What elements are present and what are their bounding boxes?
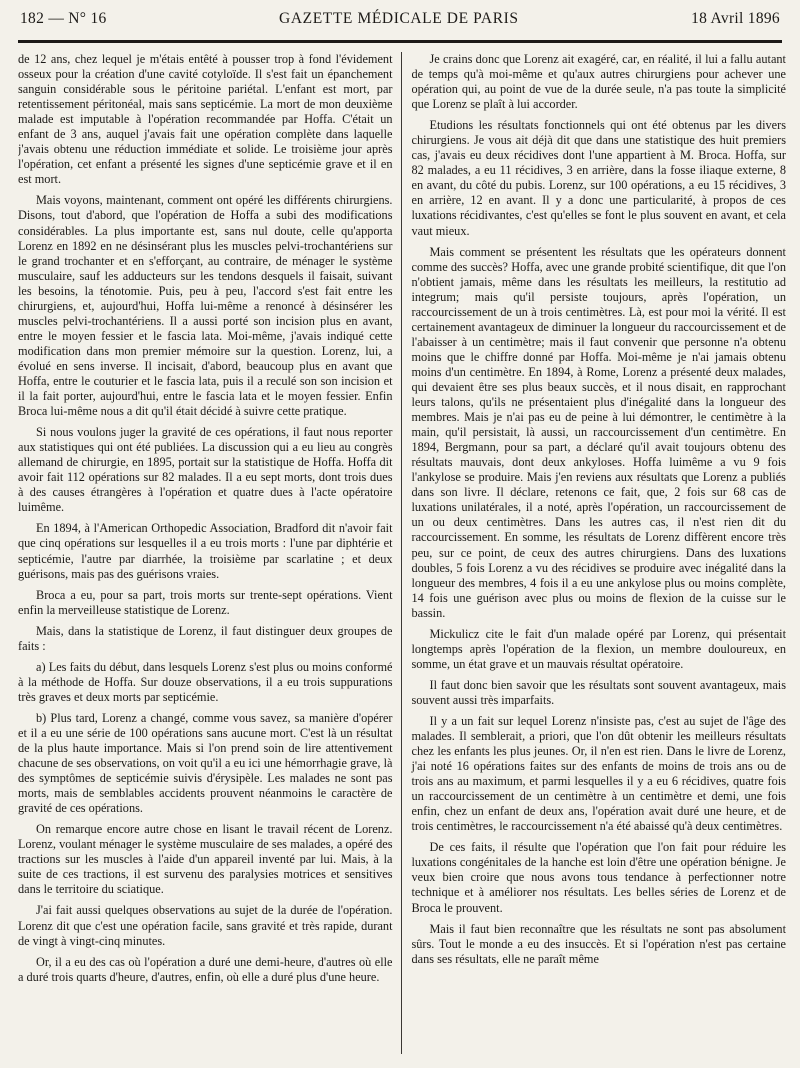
paragraph: a) Les faits du début, dans lesquels Lorenz s'est plus ou moins conformé à la méthode de Hoffa. Sur douze observations, il a eu trois suppurations très graves et deux morts par septicémie. — [18, 659, 393, 704]
paragraph: b) Plus tard, Lorenz a changé, comme vous savez, sa manière d'opérer et il a eu une série de 100 opérations sans aucune mort. C'est là un résultat de la plus haute importance. Mais si l'on prend soin de lire attentivement chacune de ses observations, on voit qu'il a eu ici une hémorrhagie grave, là des symptômes de septicémie suivis d'érysipèle. Les malades ne sont pas morts, mais de semblables accidents prouvent néanmoins le caractère de gravité de ces opérations. — [18, 710, 393, 816]
paragraph: de 12 ans, chez lequel je m'étais entêté à pousser trop à fond l'évidement osseux pour la création d'une cavité cotyloïde. Il s'est fait un épanchement sanguin considérable sous le péritoine pariétal. L'enfant est mort, par retentissement péritonéal, mais sans septicémie. La mort de mon deuxième malade est imputable à l'opération recommandée par Hoffa. C'était un enfant de 3 ans, auquel j'avais fait une opération complète dans laquelle j'avais obtenu une réduction immédiate et solide. Le troisième jour après l'opération, cet enfant a présenté les signes d'une septicémie grave et il en est mort. — [18, 52, 393, 187]
issue-date: 18 Avril 1896 — [691, 10, 780, 27]
paragraph: De ces faits, il résulte que l'opération que l'on fait pour réduire les luxations congénitales de la hanche est loin d'être une opération bénigne. Je veux bien croire que nous avons tous tendance à perfectionner notre technique et à améliorer nos résultats. Les belles séries de Lorenz et de Broca le prouvent. — [411, 840, 786, 915]
paragraph: Mais comment se présentent les résultats que les opérateurs donnent comme des succès? Hoffa, avec une grande probité scientifique, dit que l'on n'obtient jamais, même dans les résultats les meilleurs, la restitutio ad integrum; mais qu'il persiste toujours, après l'opération, un raccourcissement de un à trois centimètres. Là, est pour moi la vérité. Il est certainement avantageux de diminuer la longueur du raccourcissement et de l'abaisser à un centimètre; mais il faut convenir que personne n'a obtenu moins que le chiffre donné par Hoffa. Moi-même je n'ai jamais obtenu moins d'un centimètre. En 1894, à Rome, Lorenz a présenté deux malades, qui devaient être ses plus beaux succès, et il nous disait, en rapprochant leurs talons, qu'ils ne présentaient plus d'inégalité dans la longueur des membres. Mais je n'ai pas eu de peine à lui démontrer, le centimètre à la main, qu'il persistait, là aussi, un raccourcissement d'un centimètre. En 1894, Bergmann, pour sa part, a déclaré qu'il avait toujours obtenu des résultats mauvais, dont deux ankyloses. Hoffa luimême a vu 9 fois l'ankylose se produire. Mais j'en reviens aux résultats que Lorenz a publiés dans son livre. Il déclare, retenons ce fait, que, 2 fois sur 68 cas de luxations unilatérales, il a noté, après l'opération, un raccourcissement de un ou deux centimètres. Dans les autres cas, il n'est rien dit du raccourcissement. En somme, les résultats de Lorenz diffèrent encore très peu, sur ce point, de ceux des autres chirurgiens. Dans des luxations doubles, 5 fois Lorenz a vu des récidives se produire avec inégalité dans la longueur des membres, 4 fois il a eu une ankylose plus ou moins complète, 14 fois une guérison avec plus ou moins de flexion de la cuisse sur le bassin. — [411, 244, 786, 620]
paragraph: On remarque encore autre chose en lisant le travail récent de Lorenz. Lorenz, voulant ménager le système musculaire de ses malades, a opéré des tractions sur les muscles à l'aide d'un appareil inventé par lui. Mais, à la suite de ces tractions, il est survenu des paralysies motrices et sensitives dans le territoire du sciatique. — [18, 822, 393, 897]
left-column — [18, 52, 401, 1054]
paragraph: Mais voyons, maintenant, comment ont opéré les différents chirurgiens. Disons, tout d'abord, que l'opération de Hoffa a subi des modifications considérables. La plus importante est, sans nul doute, celle qu'apporta Lorenz en 1892 en ne désinsérant plus les muscles pelvi-trochantériens sur le grand trochanter et en s'efforçant, au contraire, de ménager le système musculaire, sauf les adducteurs sur les tendons desquels il faisait, suivant les besoins, la ténotomie. Puis, peu à peu, l'accord s'est fait entre les chirurgiens, et, aujourd'hui, Hoffa lui-même a renoncé à désinsérer les muscles pelvi-trochantériens. Il a aussi porté son incision plus en avant, entre le moyen fessier et le fascia lata. Moi-même, j'avais indiqué cette modification dans mon premier mémoire sur la question. Lorenz, lui, a évolué en sens inverse. Il incisait, d'abord, beaucoup plus en avant que Hoffa, entre le couturier et le fascia lata, puis il a reculé son son incision et il la fait porter, aujourd'hui, entre le fascia lata et le moyen fessier. Enfin Broca lui-même nous a dit qu'il était décidé à suivre cette pratique. — [18, 193, 393, 419]
header-rule — [18, 40, 782, 43]
paragraph: Il y a un fait sur lequel Lorenz n'insiste pas, c'est au sujet de l'âge des malades. Il semblerait, a priori, que l'on dût obtenir les meilleurs résultats chez les enfants les plus jeunes. Or, il n'en est rien. Dans le livre de Lorenz, j'ai noté 16 opérations faites sur des enfants de moins de trois ans ou de trois ans au maximum, et parmi lesquelles il y a eu 6 récidives, quatre fois un raccourcissement de un centimètre à un centimètre et demi, une fois enfin, chez un enfant de deux ans, l'opération avait duré une heure, et de trois centimètres, le raccourcissement n'a été abaissé qu'à deux centimètres. — [411, 713, 786, 834]
page-header — [20, 10, 780, 36]
journal-title: GAZETTE MÉDICALE DE PARIS — [279, 10, 519, 27]
paragraph: Broca a eu, pour sa part, trois morts sur trente-sept opérations. Vient enfin la merveilleuse statistique de Lorenz. — [18, 587, 393, 617]
paragraph: En 1894, à l'American Orthopedic Association, Bradford dit n'avoir fait que cinq opérations sur lesquelles il a eu trois morts : l'une par diphtérie et septicémie, l'autre par diarrhée, la troisième par scarlatine ; et deux guérisons, mais pas des guérisons vraies. — [18, 521, 393, 581]
paragraph: J'ai fait aussi quelques observations au sujet de la durée de l'opération. Lorenz dit que c'est une opération facile, sans gravité et très rapide, durant de vingt à vingt-cinq minutes. — [18, 903, 393, 948]
article-body — [18, 52, 786, 1054]
paragraph: Mais, dans la statistique de Lorenz, il faut distinguer deux groupes de faits : — [18, 623, 393, 653]
paragraph: Mais il faut bien reconnaître que les résultats ne sont pas absolument sûrs. Tout le monde a eu des insuccès. Et si l'opération n'est pas certaine dans ses résultats, elle ne paraît même — [411, 921, 786, 966]
paragraph: Il faut donc bien savoir que les résultats sont souvent avantageux, mais souvent aussi très imparfaits. — [411, 677, 786, 707]
paragraph: Or, il a eu des cas où l'opération a duré une demi-heure, d'autres où elle a duré trois quarts d'heure, d'autres, enfin, où elle a duré plus d'une heure. — [18, 954, 393, 984]
paragraph: Mickulicz cite le fait d'un malade opéré par Lorenz, qui présentait longtemps après l'opération de la flexion, un membre douloureux, en somme, un état grave et un mauvais résultat opératoire. — [411, 626, 786, 671]
page-number: 182 — N° 16 — [20, 10, 107, 27]
paragraph: Si nous voulons juger la gravité de ces opérations, il faut nous reporter aux statistiques qui ont été publiées. La discussion qui a eu lieu au congrès allemand de chirurgie, en 1895, portait sur la statistique de Hoffa. Hoffa dit avoir fait 112 opérations sur 82 malades. Il a eu sept morts, dont trois dues à des causes étrangères à l'opération et quatre dues à l'acte opératoire luimême. — [18, 425, 393, 515]
paragraph: Etudions les résultats fonctionnels qui ont été obtenus par les divers chirurgiens. Je vous ait déjà dit que dans une statistique des huit premiers cas, j'avais eu deux récidives dont l'une appartient à M. Broca. Hoffa, sur 82 malades, a eu 11 récidives, 3 en arrière, dans la fosse iliaque externe, 8 en avant, du côté du pubis. Lorenz, sur 100 opérations, a eu 15 récidives, 3 en arrière, 12 en avant. Il y a donc une particularité, à propos de ces luxations récidivantes, c'est qu'elles se font le plus souvent en avant, et cela vaut mieux. — [411, 118, 786, 238]
right-column — [401, 52, 786, 1054]
paragraph: Je crains donc que Lorenz ait exagéré, car, en réalité, il lui a fallu autant de temps qu'à moi-même et qu'aux autres chirurgiens pour achever une opération qui, au point de vue de la durée seule, n'a pas toute la simplicité que Lorenz se plaît à lui accorder. — [411, 52, 786, 112]
